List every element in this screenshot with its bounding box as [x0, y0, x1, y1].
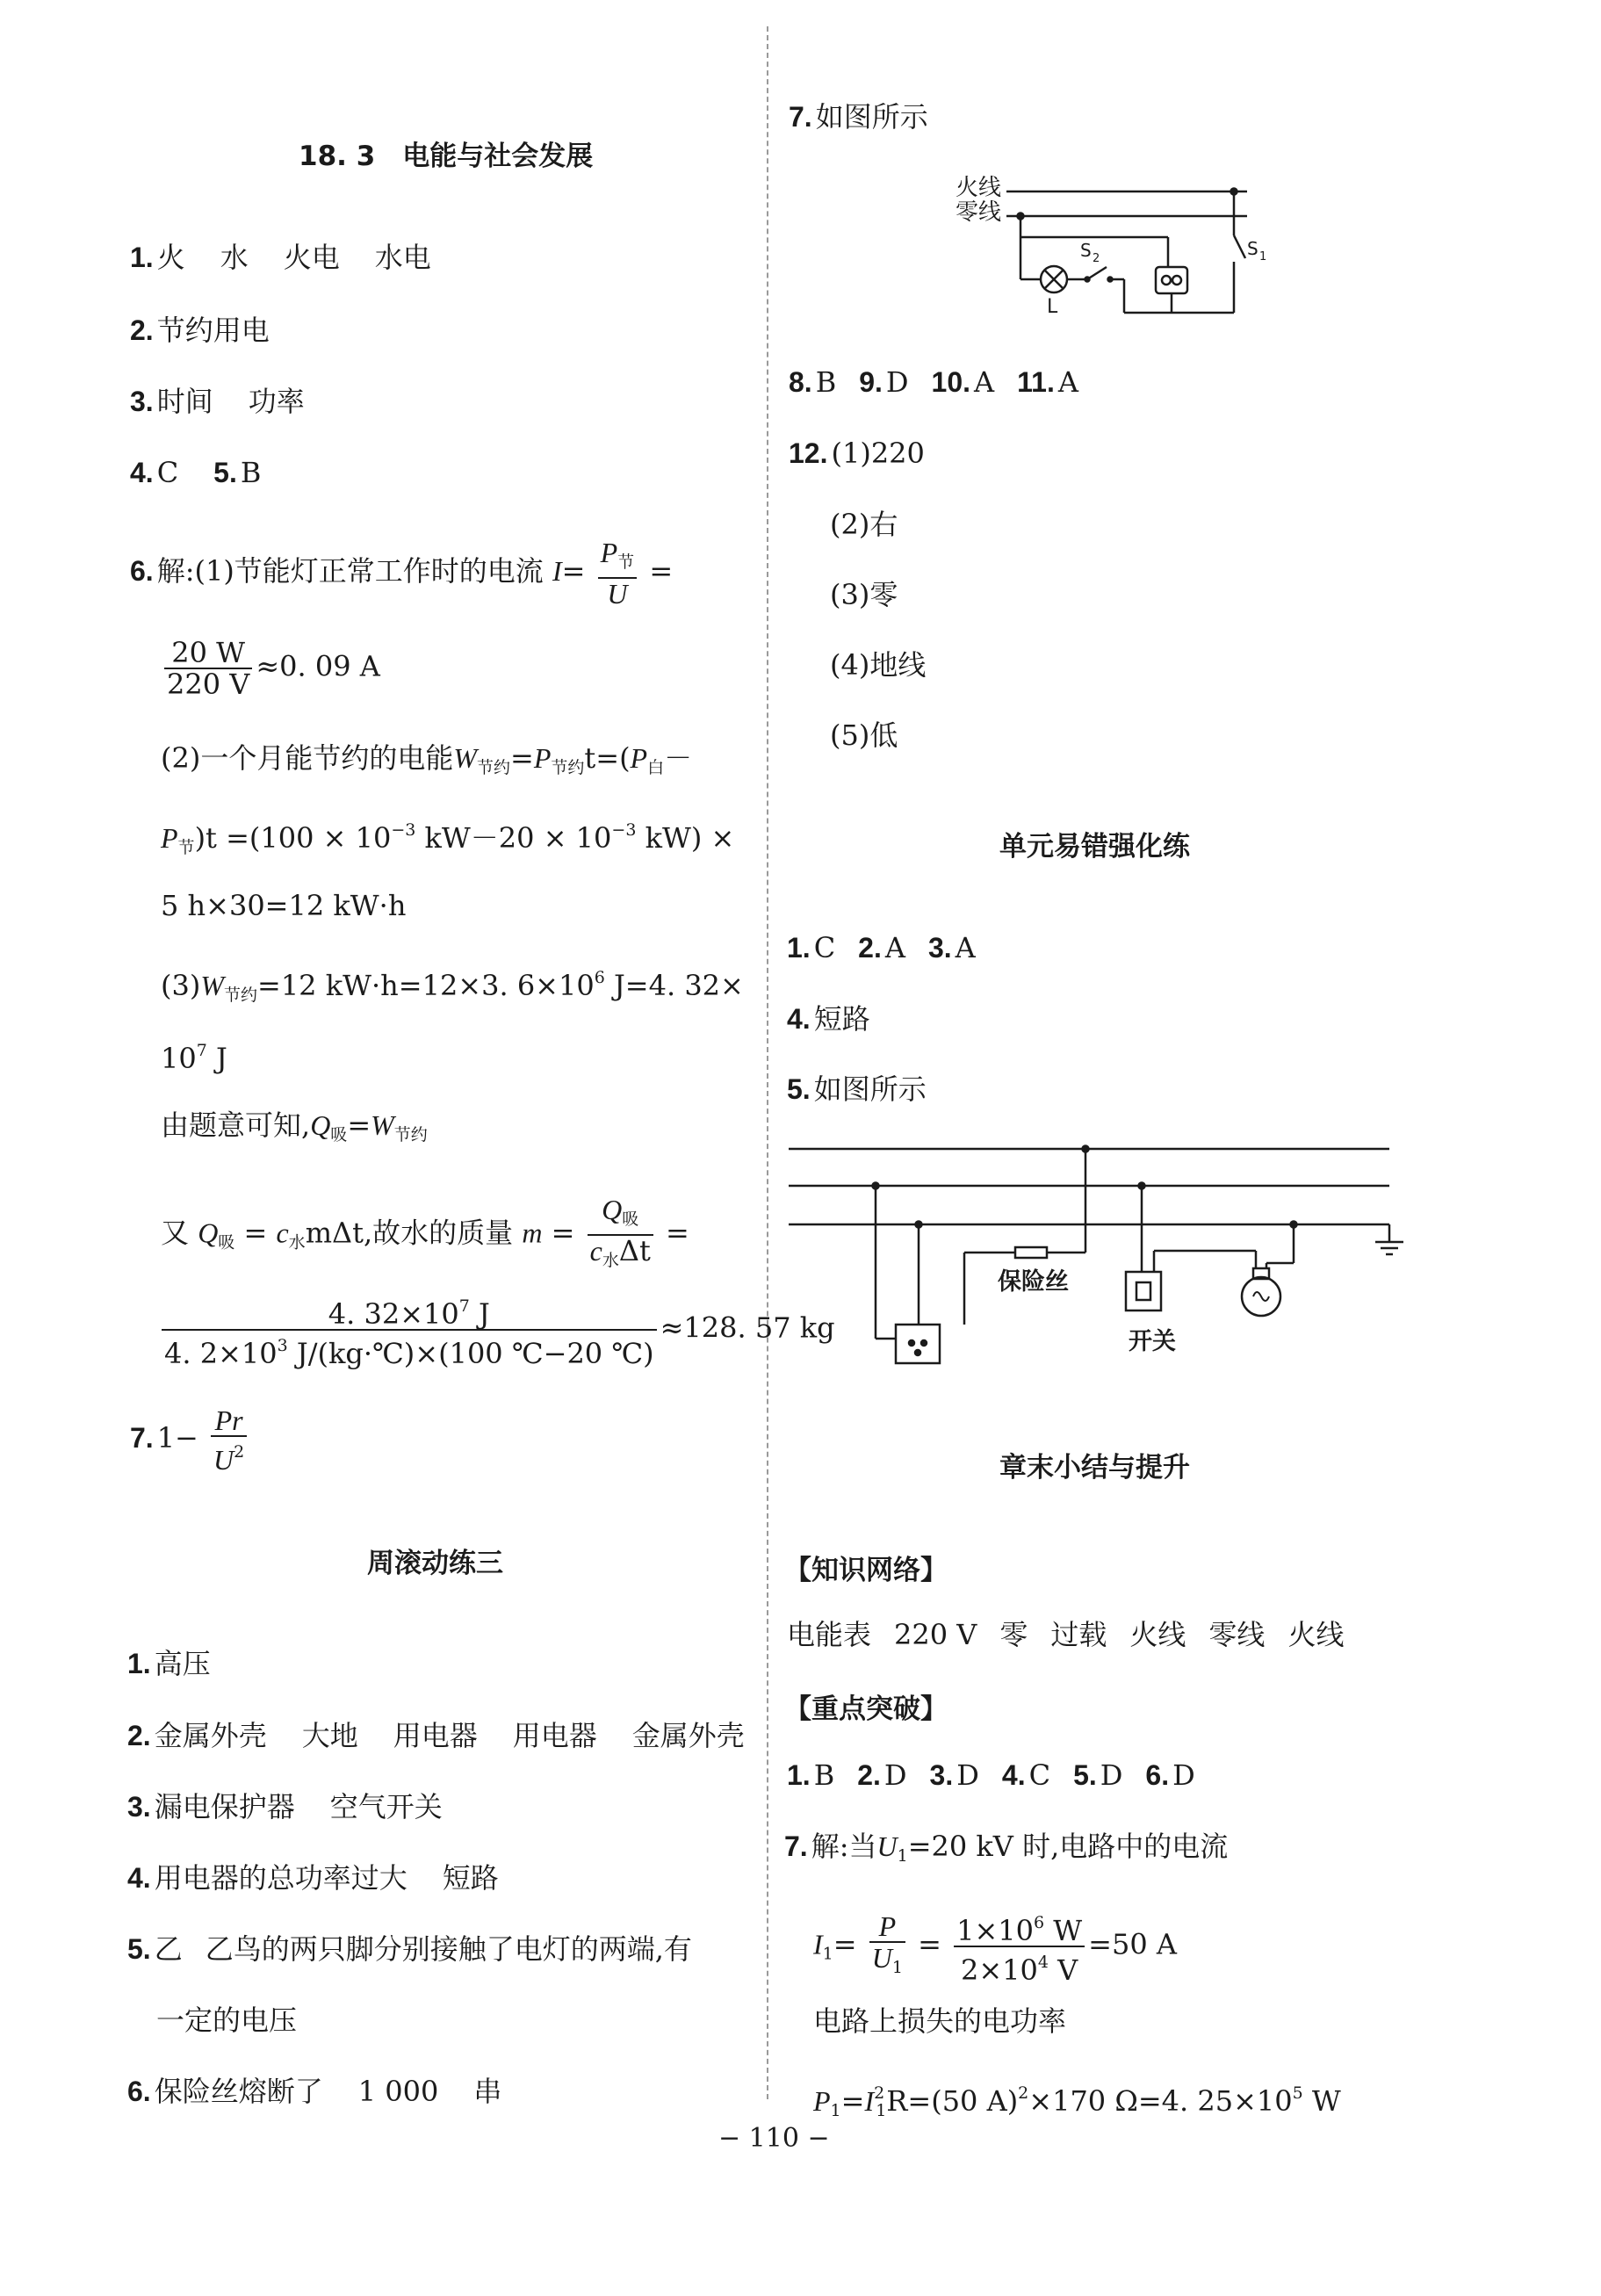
right-q12-p1: 12. (1)220 [789, 437, 925, 470]
answer-q3: 3. 时间 功率 [130, 385, 305, 418]
svg-text:1: 1 [1259, 250, 1267, 264]
switch-s1 [1234, 235, 1245, 258]
svg-text:2: 2 [1093, 252, 1100, 265]
weekly-q5-line1: 5. 乙 乙鸟的两只脚分别接触了电灯的两端,有 [127, 1932, 692, 1966]
page-number: − 110 − [718, 2123, 830, 2154]
answer-q7: 7. 1− $\frac{Pr}{U^2}$ [130, 1405, 250, 1475]
knowledge-network-line: 电能表 220 V 零 过载 火线 零线 火线 [787, 1618, 1345, 1651]
section-title-weekly: 周滚动练三 [367, 1548, 503, 1579]
switch-label: 开关 [1129, 1328, 1176, 1355]
answer-q6-line9: 又 $Q_吸 = c_水m\Delta t$,故水的质量 m = $\frac{Q_吸}{c_水\Delta t}$ = [161, 1194, 689, 1270]
weekly-q2: 2. 金属外壳 大地 用电器 用电器 金属外壳 [127, 1719, 745, 1752]
section-title-18-3: 18. 3 电能与社会发展 [299, 141, 594, 172]
svg-text:L: L [1047, 296, 1058, 318]
answer-q6-line6: $(3)W_{节约}=12$ kW·h=12×3. $6\times 10^6$ J=4. 32× [161, 968, 744, 1005]
weekly-q3: 3. 漏电保护器 空气开关 [127, 1790, 443, 1823]
circuit-diagram-1 [948, 174, 1265, 332]
column-divider [767, 26, 768, 2099]
answer-q2: 2. 节约用电 [130, 314, 270, 347]
weekly-q5-line2: 一定的电压 [156, 2004, 298, 2037]
unit-q1-q3: 1. C 2. A 3. A [787, 931, 976, 964]
svg-text:S: S [1080, 240, 1092, 261]
switch [1126, 1272, 1161, 1310]
section-title-summary: 章末小结与提升 [999, 1452, 1190, 1484]
right-q8-q11: 8. B 9. D 10. A 11. A [789, 365, 1078, 399]
summary-q7-line1: 7. 解:当$U_1=20$ kV 时,电路中的电流 [784, 1830, 1229, 1866]
right-q12-p2: (2)右 [830, 508, 898, 541]
unit-q5: 5. 如图所示 [787, 1072, 927, 1106]
right-q7: 7. 如图所示 [789, 100, 928, 134]
answer-q6-line3: (2)一个月能节约的电能$W_{节约}=P_{节约}t=(P_白-$ [161, 741, 693, 777]
circuit-diagram-2 [785, 1138, 1426, 1375]
summary-q7-line2: $I_1=$ $\frac{P}{U_1}$ = $\frac{1\times 10^6 W}{2\times 10^4 V}$ =50 A [813, 1908, 1177, 1985]
live-wire-label: 火线 [956, 175, 1002, 201]
key-points-answers: 1. B 2. D 3. D 4. C 5. D 6. D [787, 1758, 1195, 1792]
answer-q6-line4: $P_节)t =(100 \times 10^{-3}$ $kW-20 \times 10^{-3}$ kW) × [161, 820, 735, 857]
weekly-q6: 6. 保险丝熔断了 1 000 串 [127, 2075, 502, 2108]
summary-q7-line4: $P_1=I^2_1R=(50$ A)$^2$×170 Ω=4. $25\times 10^5$ W [813, 2083, 1341, 2120]
answer-q6-line8: 由题意可知$,Q_吸=W_{节约}$ [161, 1108, 428, 1144]
switch-s2 [1087, 267, 1107, 279]
answer-q6-line7: $10^7$ J [161, 1041, 227, 1075]
socket [896, 1325, 940, 1363]
weekly-q1: 1. 高压 [127, 1647, 211, 1680]
answer-q6-line1: 6. 解:(1)节能灯正常工作时的电流 I= $\frac{P_节}{U}$ = [130, 537, 674, 610]
answer-q6-line10: $\frac{4. 32\times 10^7 J}{4. 2\times 10^3 J/(kg\cdot℃)\times(100 ℃-20 ℃)}$ ≈128. 57 kg [158, 1291, 835, 1368]
answer-q1: 1. 火 水 火电 水电 [130, 241, 431, 274]
answer-q4-q5: 4. C 5. B [130, 456, 262, 489]
fuse-label: 保险丝 [998, 1268, 1069, 1296]
answer-q6-line2: $\frac{20 W}{220 V}$ ≈0. 09 A [161, 638, 380, 699]
svg-text:S: S [1247, 238, 1258, 259]
neutral-wire-label: 零线 [956, 199, 1002, 226]
summary-q7-line3: 电路上损失的电功率 [813, 2004, 1067, 2038]
right-q12-p4: (4)地线 [830, 648, 927, 682]
weekly-q4: 4. 用电器的总功率过大 短路 [127, 1861, 499, 1895]
unit-q4: 4. 短路 [787, 1002, 870, 1036]
key-points-heading: 【重点突破】 [784, 1693, 948, 1725]
fraction-p-over-u: $\frac{P_节}{U}$ [598, 538, 638, 609]
fuse [1015, 1247, 1047, 1258]
knowledge-network-heading: 【知识网络】 [784, 1555, 948, 1586]
section-title-unit: 单元易错强化练 [999, 831, 1190, 863]
right-q12-p5: (5)低 [830, 718, 898, 752]
answer-q6-line5: 5 h×30=12 kW·h [161, 889, 407, 922]
right-q12-p3: (3)零 [830, 578, 898, 611]
